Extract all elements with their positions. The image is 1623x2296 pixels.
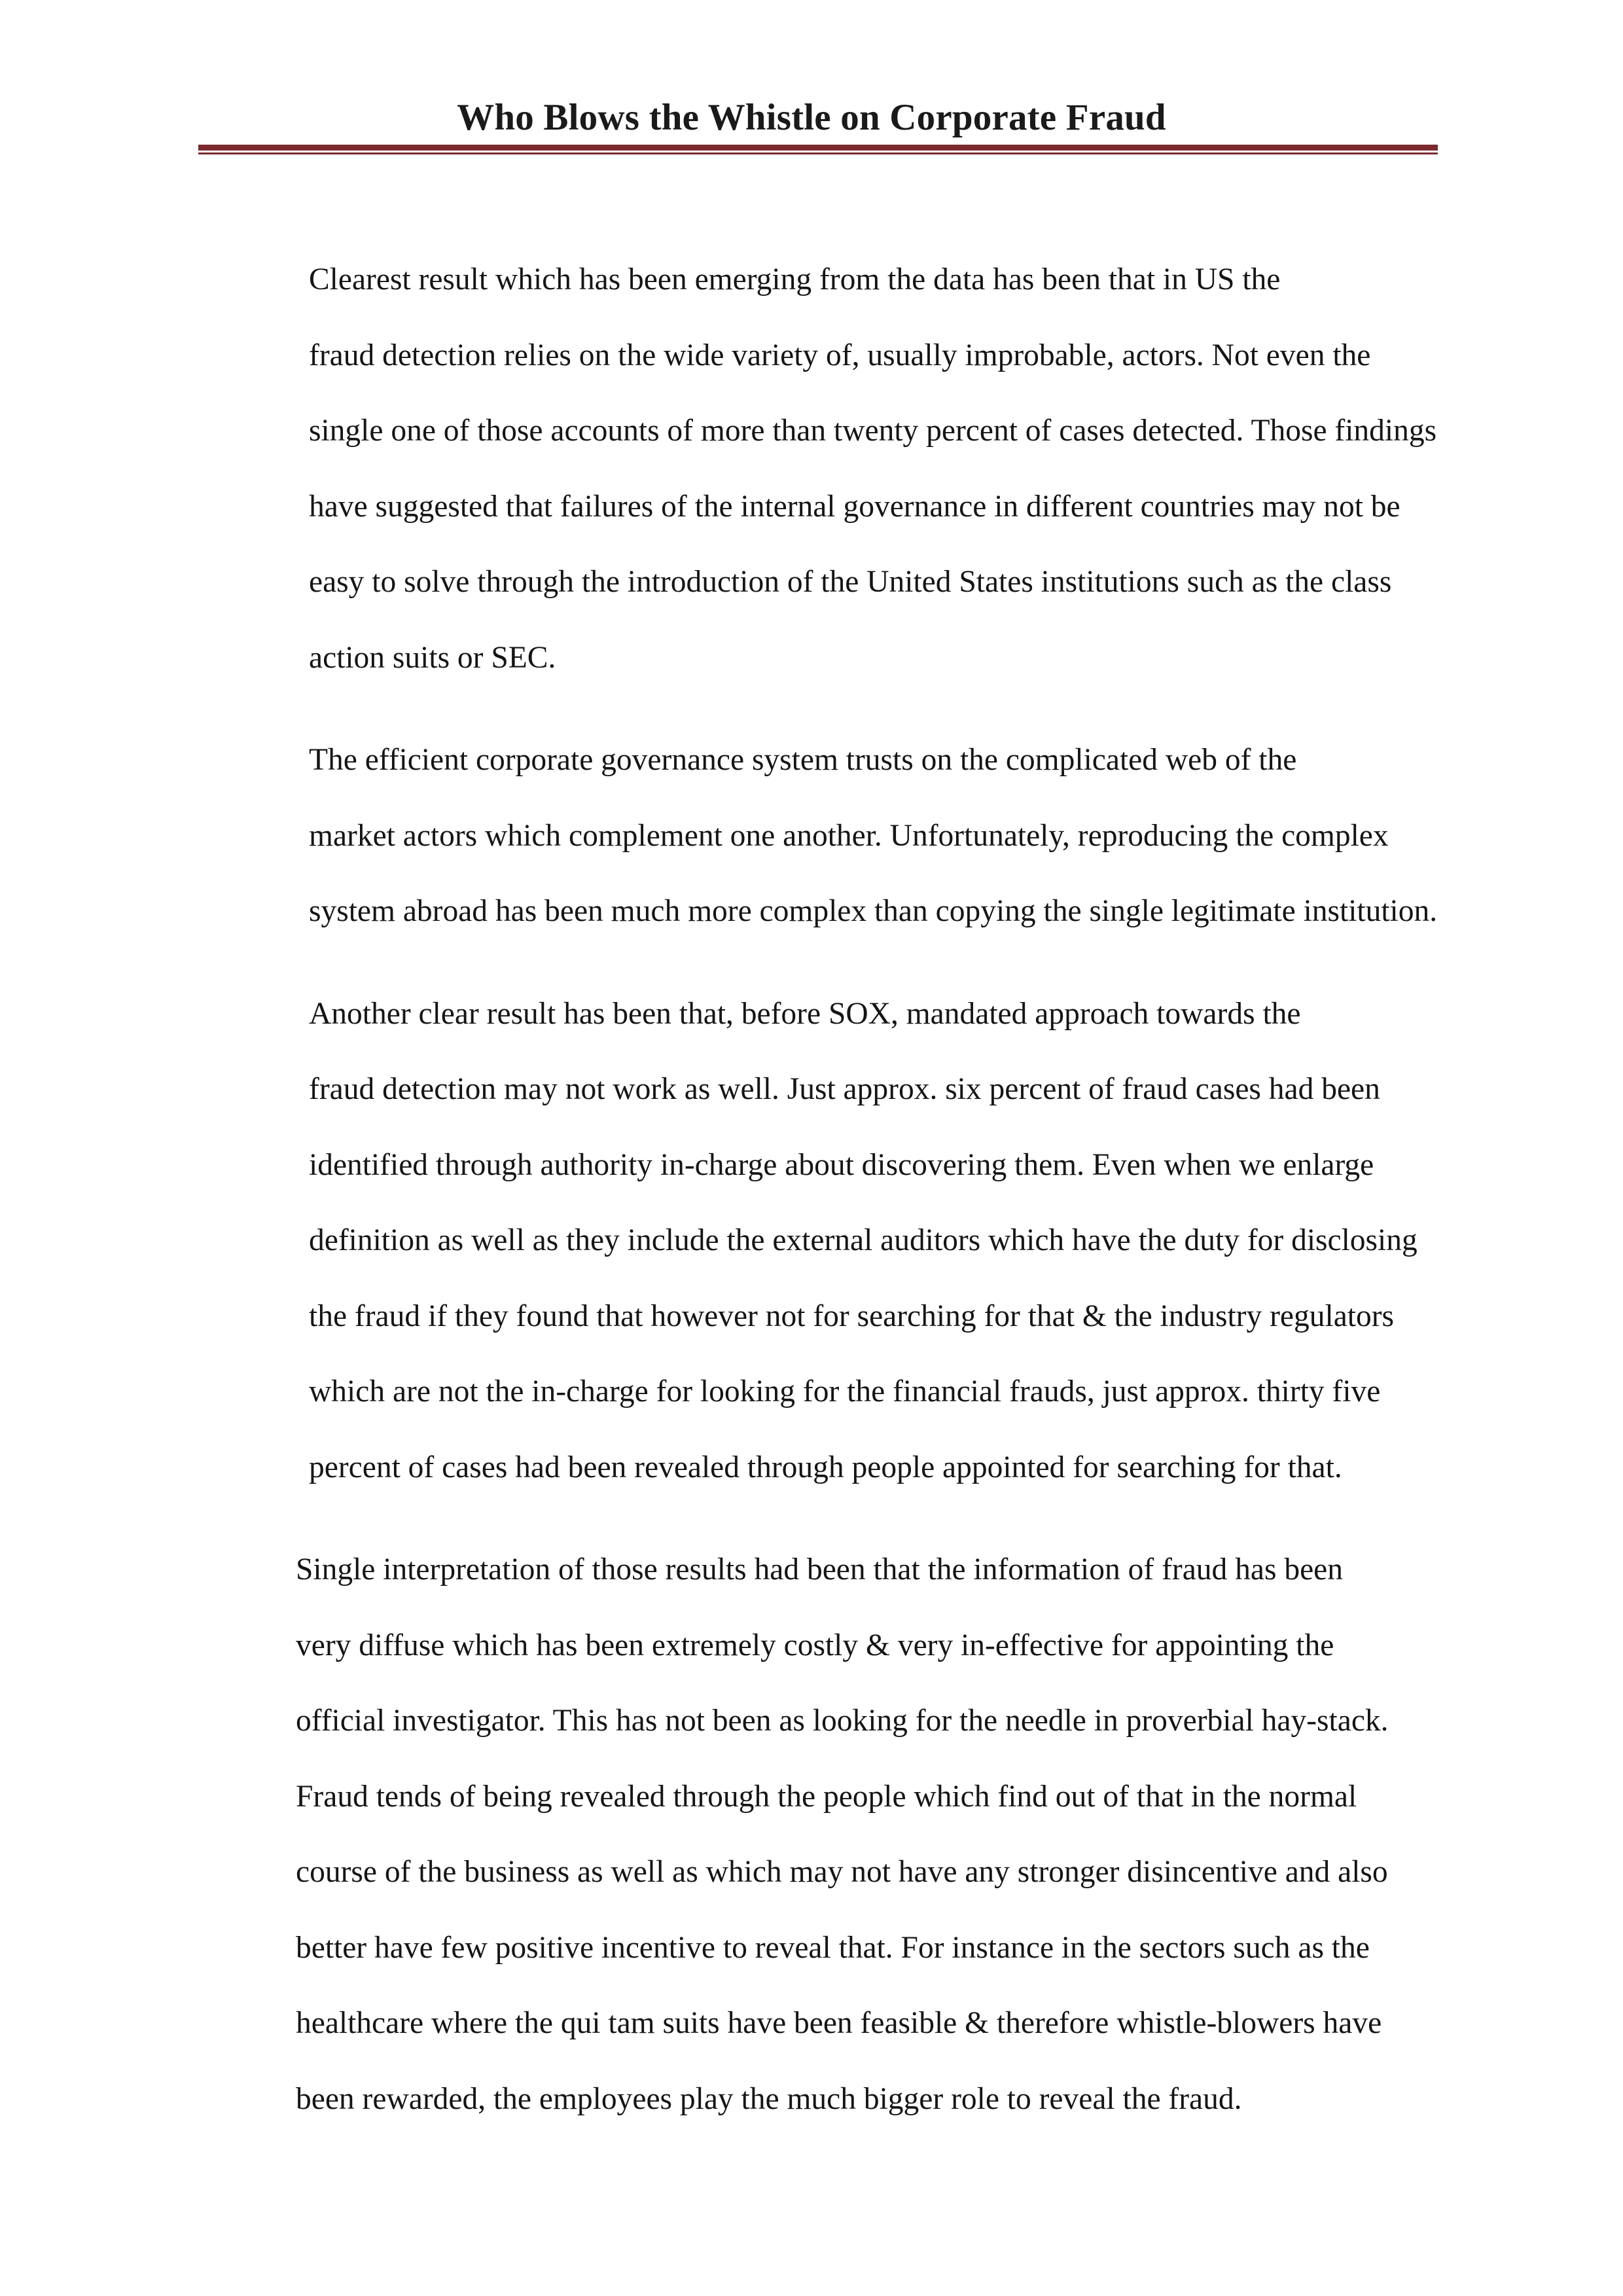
header-title: Who Blows the Whistle on Corporate Fraud [457,97,1166,138]
paragraph-line: easy to solve through the introduction of the United States institutions such as the class [309,565,1392,599]
paragraph-line: identified through authority in-charge about discovering them. Even when we enlarge [309,1147,1374,1182]
paragraph-line: Another clear result has been that, before SOX, mandated approach towards the [309,996,1301,1031]
paragraph-line: course of the business as well as which may not have any stronger disincentive and also [296,1855,1388,1889]
paragraph-line: been rewarded, the employees play the much bigger role to reveal the fraud. [296,2081,1242,2116]
paragraph-line: the fraud if they found that however not for searching for that & the industry regulators [309,1299,1395,1333]
paragraph-line: official investigator. This has not been as looking for the needle in proverbial hay-stack. [296,1704,1389,1738]
page-header [0,92,1623,144]
paragraph-line: system abroad has been much more complex than copying the single legitimate institution. [309,894,1438,928]
paragraph-line: very diffuse which has been extremely costly & very in-effective for appointing the [296,1628,1334,1662]
paragraph-line: better have few positive incentive to reveal that. For instance in the sectors such as the [296,1930,1370,1965]
paragraph-3 [211,977,1428,1506]
paragraph-1 [211,242,1437,696]
paragraph-line: The efficient corporate governance system trusts on the complicated web of the [309,743,1297,777]
paragraph-line: Fraud tends of being revealed through the people which find out of that in the normal [296,1779,1357,1814]
paragraph-line: percent of cases had been revealed through people appointed for searching for that. [309,1450,1342,1484]
paragraph-line: healthcare where the qui tam suits have been feasible & therefore whistle-blowers have [296,2006,1382,2040]
paragraph-line: fraud detection relies on the wide variety of, usually improbable, actors. Not even the [309,338,1371,372]
paragraph-2 [211,723,1438,950]
paragraph-4 [211,1532,1428,2137]
paragraph-line: Clearest result which has been emerging from the data has been that in US the [309,262,1281,296]
paragraph-line: have suggested that failures of the internal governance in different countries may not be [309,489,1400,524]
paragraph-line: definition as well as they include the external auditors which have the duty for disclosing [309,1223,1418,1257]
body-text [211,242,1438,2164]
paragraph-line: market actors which complement one another. Unfortunately, reproducing the complex [309,818,1389,853]
header-rule [198,145,1438,155]
header-rule-thick-line [198,145,1438,151]
paragraph-line: single one of those accounts of more than twenty percent of cases detected. Those findings [309,414,1437,448]
paragraph-line: which are not the in-charge for looking for the financial frauds, just approx. thirty five [309,1374,1381,1408]
paragraph-line: action suits or SEC. [309,640,556,675]
paragraph-line: Single interpretation of those results had been that the information of fraud has been [296,1552,1344,1587]
paragraph-line: fraud detection may not work as well. Just approx. six percent of fraud cases had been [309,1072,1380,1106]
header-rule-thin-line [198,152,1438,154]
